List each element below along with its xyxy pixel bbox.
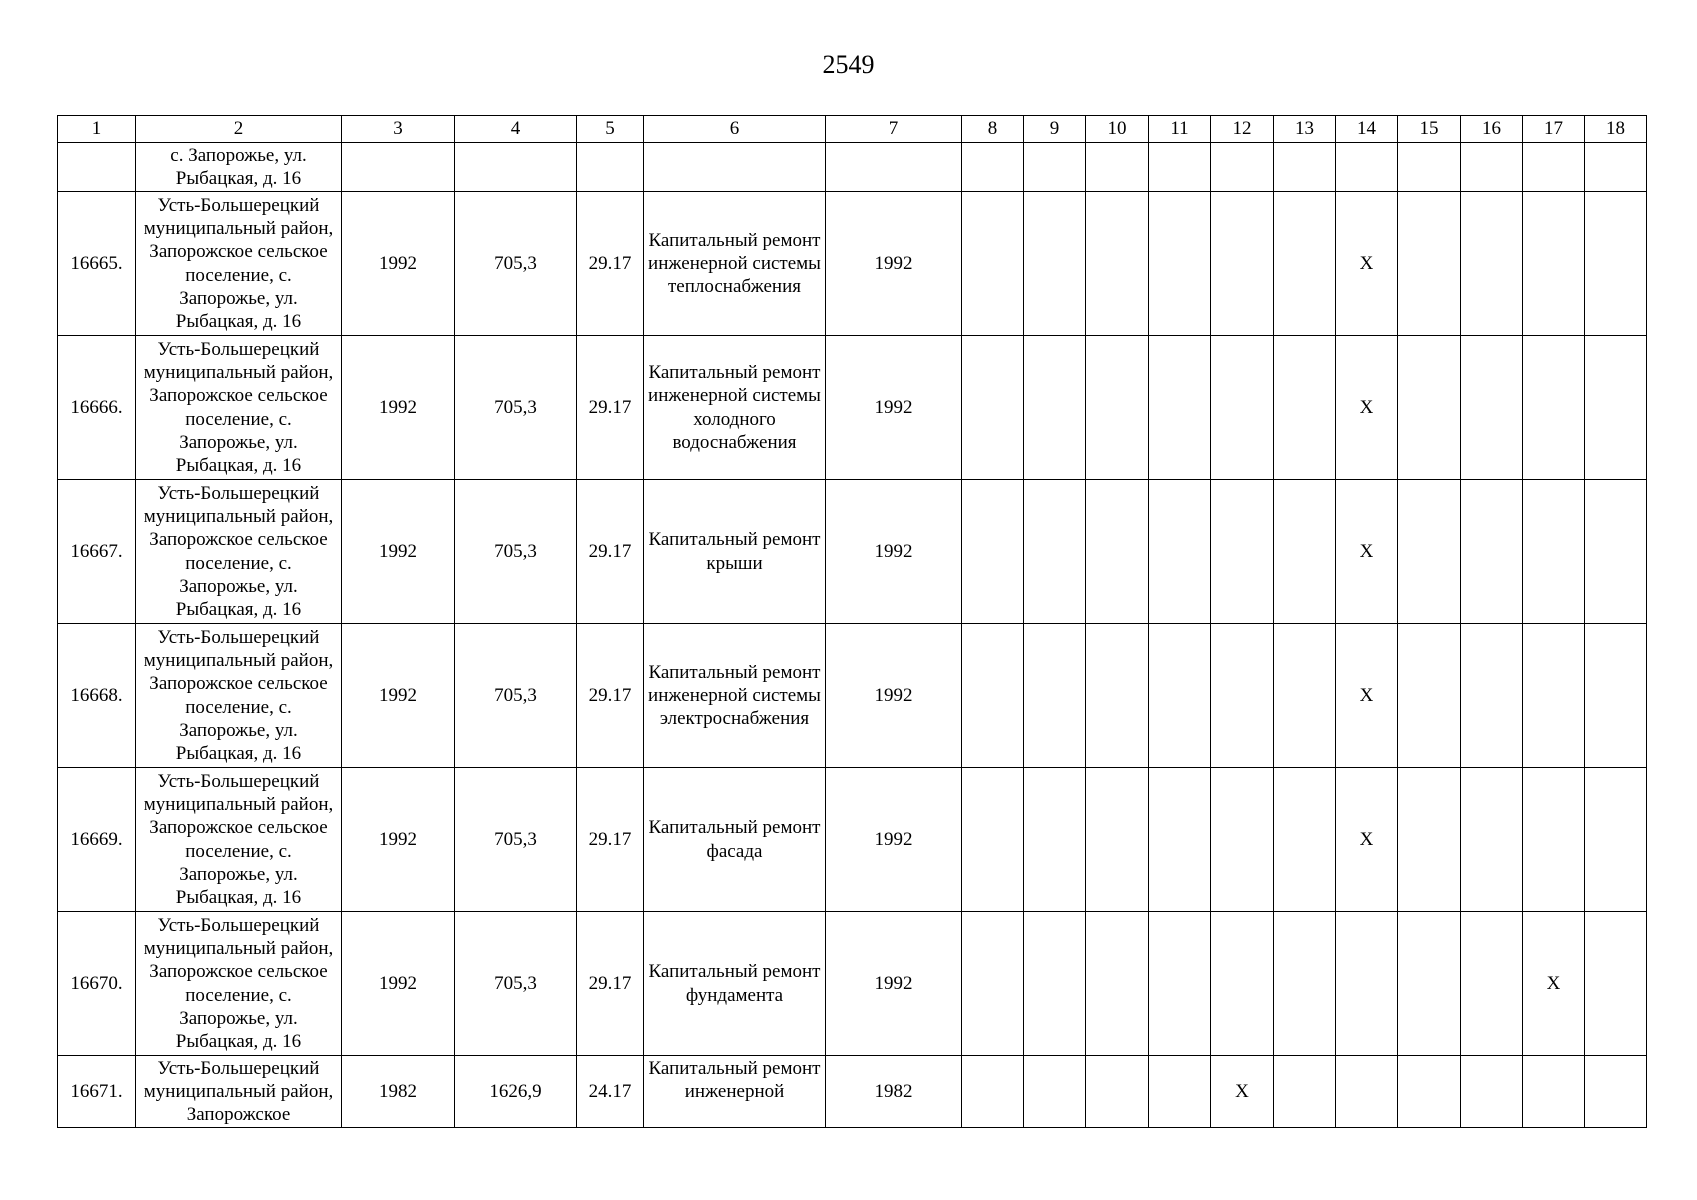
empty-cell xyxy=(1086,624,1149,768)
row-number-cell: 16667. xyxy=(58,480,136,624)
area-cell: 705,3 xyxy=(455,192,577,336)
area-cell: 705,3 xyxy=(455,768,577,912)
empty-cell xyxy=(1523,192,1585,336)
empty-cell xyxy=(1398,912,1461,1056)
code-cell: 29.17 xyxy=(577,768,644,912)
empty-cell xyxy=(1585,480,1647,624)
empty-cell xyxy=(58,143,136,192)
column-header: 6 xyxy=(644,116,826,143)
empty-cell xyxy=(1149,192,1211,336)
column-header: 7 xyxy=(826,116,962,143)
area-cell: 705,3 xyxy=(455,336,577,480)
column-header: 15 xyxy=(1398,116,1461,143)
empty-cell xyxy=(1086,192,1149,336)
column-header: 9 xyxy=(1024,116,1086,143)
mark-cell: Х xyxy=(1523,912,1585,1056)
mark-cell: Х xyxy=(1336,480,1398,624)
empty-cell xyxy=(1585,768,1647,912)
empty-cell xyxy=(1461,1056,1523,1128)
empty-cell xyxy=(1398,1056,1461,1128)
work-type-cell: Капитальный ремонт фасада xyxy=(644,768,826,912)
empty-cell xyxy=(1149,480,1211,624)
column-header: 2 xyxy=(136,116,342,143)
empty-cell xyxy=(1211,192,1274,336)
address-cell: Усть-Большерецкий муниципальный район, Запорожское сельское поселение, с. Запорожье, ул. Рыбацкая, д. 16 xyxy=(136,768,342,912)
table-row xyxy=(58,192,1647,336)
code-cell: 29.17 xyxy=(577,480,644,624)
empty-cell xyxy=(962,480,1024,624)
table-row xyxy=(58,480,1647,624)
empty-cell xyxy=(1398,480,1461,624)
empty-cell xyxy=(1274,624,1336,768)
year-cell: 1982 xyxy=(342,1056,455,1128)
empty-cell xyxy=(1149,1056,1211,1128)
work-type-cell: Капитальный ремонт крыши xyxy=(644,480,826,624)
address-cell: Усть-Большерецкий муниципальный район, Запорожское сельское поселение, с. Запорожье, ул. Рыбацкая, д. 16 xyxy=(136,336,342,480)
column-header: 4 xyxy=(455,116,577,143)
empty-cell xyxy=(1585,912,1647,1056)
empty-cell xyxy=(1523,480,1585,624)
table-row xyxy=(58,768,1647,912)
empty-cell xyxy=(342,143,455,192)
period-cell: 1992 xyxy=(826,480,962,624)
empty-cell xyxy=(962,624,1024,768)
empty-cell xyxy=(1523,143,1585,192)
work-type-cell: Капитальный ремонт инженерной системы холодного водоснабжения xyxy=(644,336,826,480)
empty-cell xyxy=(1211,912,1274,1056)
continuation-row xyxy=(58,143,1647,192)
empty-cell xyxy=(1086,1056,1149,1128)
empty-cell xyxy=(1585,336,1647,480)
year-cell: 1992 xyxy=(342,336,455,480)
empty-cell xyxy=(1523,336,1585,480)
page-number: 2549 xyxy=(822,50,875,79)
mark-cell: Х xyxy=(1336,624,1398,768)
code-cell: 29.17 xyxy=(577,912,644,1056)
empty-cell xyxy=(1211,336,1274,480)
area-cell: 705,3 xyxy=(455,912,577,1056)
column-header: 8 xyxy=(962,116,1024,143)
empty-cell xyxy=(962,1056,1024,1128)
empty-cell xyxy=(1149,768,1211,912)
empty-cell xyxy=(1398,336,1461,480)
year-cell: 1992 xyxy=(342,192,455,336)
table-row xyxy=(58,1056,1647,1128)
empty-cell xyxy=(1523,1056,1585,1128)
empty-cell xyxy=(1149,336,1211,480)
period-cell: 1992 xyxy=(826,912,962,1056)
row-number-cell: 16668. xyxy=(58,624,136,768)
column-header: 14 xyxy=(1336,116,1398,143)
column-header: 3 xyxy=(342,116,455,143)
code-cell: 29.17 xyxy=(577,192,644,336)
year-cell: 1992 xyxy=(342,912,455,1056)
row-number-cell: 16666. xyxy=(58,336,136,480)
empty-cell xyxy=(1211,624,1274,768)
empty-cell xyxy=(1024,336,1086,480)
empty-cell xyxy=(962,912,1024,1056)
empty-cell xyxy=(962,192,1024,336)
empty-cell xyxy=(1086,336,1149,480)
work-type-cell: Капитальный ремонт фундамента xyxy=(644,912,826,1056)
empty-cell xyxy=(1461,912,1523,1056)
empty-cell xyxy=(1274,192,1336,336)
code-cell: 29.17 xyxy=(577,624,644,768)
year-cell: 1992 xyxy=(342,624,455,768)
empty-cell xyxy=(826,143,962,192)
empty-cell xyxy=(1274,480,1336,624)
empty-cell xyxy=(1585,624,1647,768)
address-cell: Усть-Большерецкий муниципальный район, Запорожское сельское поселение, с. Запорожье, ул. Рыбацкая, д. 16 xyxy=(136,912,342,1056)
address-cell: Усть-Большерецкий муниципальный район, Запорожское xyxy=(136,1056,342,1128)
empty-cell xyxy=(1149,143,1211,192)
mark-cell: Х xyxy=(1336,768,1398,912)
empty-cell xyxy=(1086,480,1149,624)
mark-cell: Х xyxy=(1336,336,1398,480)
empty-cell xyxy=(1336,912,1398,1056)
work-type-cell: Капитальный ремонт инженерной системы электроснабжения xyxy=(644,624,826,768)
empty-cell xyxy=(1523,768,1585,912)
empty-cell xyxy=(1274,143,1336,192)
header-row xyxy=(58,116,1647,143)
empty-cell xyxy=(1398,768,1461,912)
empty-cell xyxy=(1398,192,1461,336)
area-cell: 705,3 xyxy=(455,480,577,624)
row-number-cell: 16665. xyxy=(58,192,136,336)
address-cell: Усть-Большерецкий муниципальный район, Запорожское сельское поселение, с. Запорожье, ул. Рыбацкая, д. 16 xyxy=(136,624,342,768)
code-cell: 24.17 xyxy=(577,1056,644,1128)
table-row xyxy=(58,336,1647,480)
column-header: 5 xyxy=(577,116,644,143)
table-row xyxy=(58,624,1647,768)
column-header: 11 xyxy=(1149,116,1211,143)
empty-cell xyxy=(1398,624,1461,768)
column-header: 17 xyxy=(1523,116,1585,143)
empty-cell xyxy=(1461,480,1523,624)
column-header: 18 xyxy=(1585,116,1647,143)
empty-cell xyxy=(1211,480,1274,624)
address-cell: Усть-Большерецкий муниципальный район, Запорожское сельское поселение, с. Запорожье, ул. Рыбацкая, д. 16 xyxy=(136,192,342,336)
address-cell: Усть-Большерецкий муниципальный район, Запорожское сельское поселение, с. Запорожье, ул. Рыбацкая, д. 16 xyxy=(136,480,342,624)
empty-cell xyxy=(1149,624,1211,768)
column-header: 10 xyxy=(1086,116,1149,143)
empty-cell xyxy=(1336,1056,1398,1128)
empty-cell xyxy=(1336,143,1398,192)
table-row xyxy=(58,912,1647,1056)
mark-cell: Х xyxy=(1211,1056,1274,1128)
empty-cell xyxy=(1461,143,1523,192)
empty-cell xyxy=(1024,624,1086,768)
empty-cell xyxy=(1086,912,1149,1056)
empty-cell xyxy=(1274,912,1336,1056)
empty-cell xyxy=(1274,1056,1336,1128)
row-number-cell: 16670. xyxy=(58,912,136,1056)
empty-cell xyxy=(1461,336,1523,480)
empty-cell xyxy=(577,143,644,192)
empty-cell xyxy=(1523,624,1585,768)
work-type-cell: Капитальный ремонт инженерной системы теплоснабжения xyxy=(644,192,826,336)
period-cell: 1992 xyxy=(826,192,962,336)
column-header: 13 xyxy=(1274,116,1336,143)
year-cell: 1992 xyxy=(342,768,455,912)
empty-cell xyxy=(1585,192,1647,336)
empty-cell xyxy=(1398,143,1461,192)
empty-cell xyxy=(1211,768,1274,912)
empty-cell xyxy=(1585,1056,1647,1128)
column-header: 16 xyxy=(1461,116,1523,143)
empty-cell xyxy=(1461,192,1523,336)
period-cell: 1992 xyxy=(826,624,962,768)
empty-cell xyxy=(1024,480,1086,624)
period-cell: 1992 xyxy=(826,336,962,480)
row-number-cell: 16671. xyxy=(58,1056,136,1128)
empty-cell xyxy=(1461,768,1523,912)
empty-cell xyxy=(1585,143,1647,192)
empty-cell xyxy=(1024,912,1086,1056)
empty-cell xyxy=(1024,1056,1086,1128)
empty-cell xyxy=(1211,143,1274,192)
empty-cell xyxy=(644,143,826,192)
empty-cell xyxy=(1086,143,1149,192)
code-cell: 29.17 xyxy=(577,336,644,480)
empty-cell xyxy=(1086,768,1149,912)
empty-cell xyxy=(962,336,1024,480)
empty-cell xyxy=(962,143,1024,192)
period-cell: 1982 xyxy=(826,1056,962,1128)
mark-cell: Х xyxy=(1336,192,1398,336)
row-number-cell: 16669. xyxy=(58,768,136,912)
empty-cell xyxy=(1024,192,1086,336)
period-cell: 1992 xyxy=(826,768,962,912)
area-cell: 705,3 xyxy=(455,624,577,768)
address-cell: с. Запорожье, ул. Рыбацкая, д. 16 xyxy=(136,143,342,192)
empty-cell xyxy=(1024,768,1086,912)
column-header: 12 xyxy=(1211,116,1274,143)
area-cell: 1626,9 xyxy=(455,1056,577,1128)
empty-cell xyxy=(455,143,577,192)
empty-cell xyxy=(1274,768,1336,912)
work-type-cell: Капитальный ремонт инженерной xyxy=(644,1056,826,1128)
empty-cell xyxy=(1149,912,1211,1056)
year-cell: 1992 xyxy=(342,480,455,624)
empty-cell xyxy=(1461,624,1523,768)
column-header: 1 xyxy=(58,116,136,143)
empty-cell xyxy=(962,768,1024,912)
capital-repair-table xyxy=(57,115,1647,1128)
empty-cell xyxy=(1024,143,1086,192)
empty-cell xyxy=(1274,336,1336,480)
